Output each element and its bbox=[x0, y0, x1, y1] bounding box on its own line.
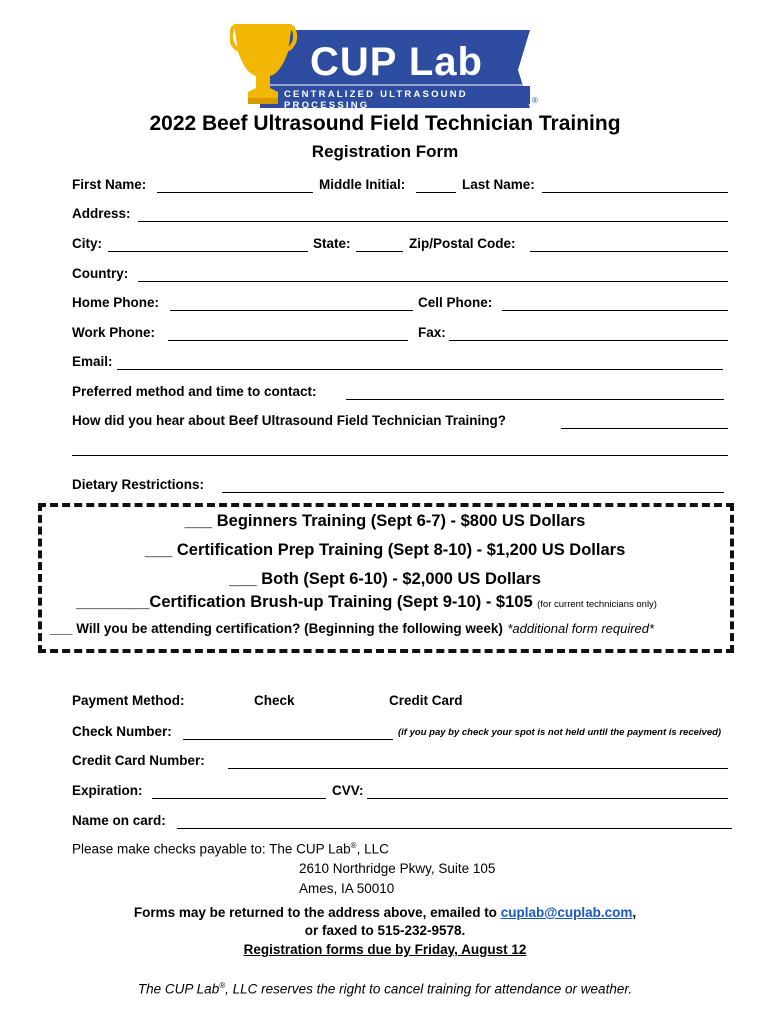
payable-registered: ® bbox=[350, 841, 357, 850]
option-both[interactable]: ___ Both (Sept 6-10) - $2,000 US Dollars bbox=[229, 570, 541, 588]
disclaimer-suffix: , LLC reserves the right to cancel training for attendance or weather. bbox=[225, 981, 633, 997]
expiration-field[interactable] bbox=[152, 798, 326, 799]
payable-line bbox=[72, 841, 389, 857]
disclaimer-text: The CUP Lab bbox=[137, 981, 220, 997]
card-number-label: Credit Card Number: bbox=[72, 753, 205, 768]
return-text: Forms may be returned to the address above, emailed to bbox=[133, 905, 497, 920]
middle-initial-field[interactable] bbox=[416, 192, 456, 193]
name-on-card-field[interactable] bbox=[177, 828, 732, 829]
logo-tagline: CENTRALIZED ULTRASOUND PROCESSING bbox=[284, 89, 468, 111]
option-cert-prep[interactable]: ___ Certification Prep Training (Sept 8-10) - $1,200 US Dollars bbox=[144, 541, 626, 559]
zip-label: Zip/Postal Code: bbox=[409, 236, 516, 251]
cell-phone-field[interactable] bbox=[502, 310, 728, 311]
expiration-label: Expiration: bbox=[72, 783, 143, 798]
logo-registered-mark: ® bbox=[532, 96, 538, 105]
fax-label: Fax: bbox=[418, 325, 446, 340]
payable-suffix: , LLC bbox=[356, 841, 389, 857]
last-name-field[interactable] bbox=[542, 192, 728, 193]
cvv-label: CVV: bbox=[332, 783, 364, 798]
option-attending: ___ Will you be attending certification? (Beginning the following week) bbox=[50, 621, 503, 636]
address-field[interactable] bbox=[138, 221, 728, 222]
check-note: (if you pay by check your spot is not held until the payment is received) bbox=[398, 727, 722, 738]
cup-lab-logo bbox=[230, 18, 540, 110]
return-suffix: , bbox=[632, 905, 637, 920]
payment-method-label: Payment Method: bbox=[72, 693, 185, 708]
country-label: Country: bbox=[72, 266, 129, 281]
option-brushup-row[interactable] bbox=[76, 593, 657, 612]
email-link[interactable]: cuplab@cuplab.com bbox=[500, 905, 633, 920]
address-label: Address: bbox=[72, 206, 131, 221]
fax-field[interactable] bbox=[449, 340, 728, 341]
city-label: City: bbox=[72, 236, 102, 251]
preferred-contact-label: Preferred method and time to contact: bbox=[72, 384, 317, 399]
preferred-contact-field[interactable] bbox=[346, 399, 724, 400]
payment-check-option[interactable]: Check bbox=[254, 693, 295, 708]
address-line-1: 2610 Northridge Pkwy, Suite 105 bbox=[299, 861, 496, 876]
page-title: 2022 Beef Ultrasound Field Technician Training bbox=[149, 112, 621, 135]
first-name-field[interactable] bbox=[157, 192, 313, 193]
middle-initial-label: Middle Initial: bbox=[319, 177, 406, 192]
country-field[interactable] bbox=[138, 281, 728, 282]
name-on-card-label: Name on card: bbox=[72, 813, 166, 828]
check-number-label: Check Number: bbox=[72, 724, 172, 739]
option-attending-row[interactable] bbox=[50, 620, 654, 638]
disclaimer-registered: ® bbox=[219, 981, 226, 990]
how-hear-field[interactable] bbox=[561, 428, 728, 429]
email-field[interactable] bbox=[117, 369, 723, 370]
first-name-label: First Name: bbox=[72, 177, 147, 192]
state-label: State: bbox=[313, 236, 351, 251]
fax-line: or faxed to 515-232-9578. bbox=[304, 923, 466, 938]
home-phone-field[interactable] bbox=[170, 310, 413, 311]
cvv-field[interactable] bbox=[367, 798, 728, 799]
dietary-label: Dietary Restrictions: bbox=[72, 477, 205, 492]
cell-phone-label: Cell Phone: bbox=[418, 295, 493, 310]
disclaimer bbox=[0, 981, 770, 997]
home-phone-label: Home Phone: bbox=[72, 295, 160, 310]
option-beginners[interactable]: ___ Beginners Training (Sept 6-7) - $800 US Dollars bbox=[184, 512, 586, 530]
zip-field[interactable] bbox=[530, 251, 728, 252]
return-line bbox=[0, 905, 770, 920]
work-phone-field[interactable] bbox=[168, 340, 408, 341]
payable-text: Please make checks payable to: The CUP Lab bbox=[72, 841, 351, 857]
option-attending-note: *additional form required* bbox=[507, 621, 655, 636]
email-label: Email: bbox=[72, 354, 113, 369]
check-number-field[interactable] bbox=[183, 739, 393, 740]
how-hear-label: How did you hear about Beef Ultrasound Field Technician Training? bbox=[72, 413, 507, 428]
logo-text: CUP Lab bbox=[310, 40, 483, 84]
state-field[interactable] bbox=[356, 251, 403, 252]
work-phone-label: Work Phone: bbox=[72, 325, 156, 340]
address-line-2: Ames, IA 50010 bbox=[299, 881, 395, 896]
how-hear-field-extra[interactable] bbox=[72, 455, 728, 456]
due-date: Registration forms due by Friday, August 12 bbox=[243, 942, 527, 957]
option-brushup-note: (for current technicians only) bbox=[537, 599, 657, 610]
dietary-field[interactable] bbox=[222, 492, 724, 493]
form-subtitle: Registration Form bbox=[311, 142, 459, 161]
last-name-label: Last Name: bbox=[462, 177, 535, 192]
payment-credit-card-option[interactable]: Credit Card bbox=[389, 693, 463, 708]
card-number-field[interactable] bbox=[228, 768, 728, 769]
option-brushup: ________Certification Brush-up Training (Sept 9-10) - $105 bbox=[76, 593, 533, 611]
city-field[interactable] bbox=[108, 251, 308, 252]
